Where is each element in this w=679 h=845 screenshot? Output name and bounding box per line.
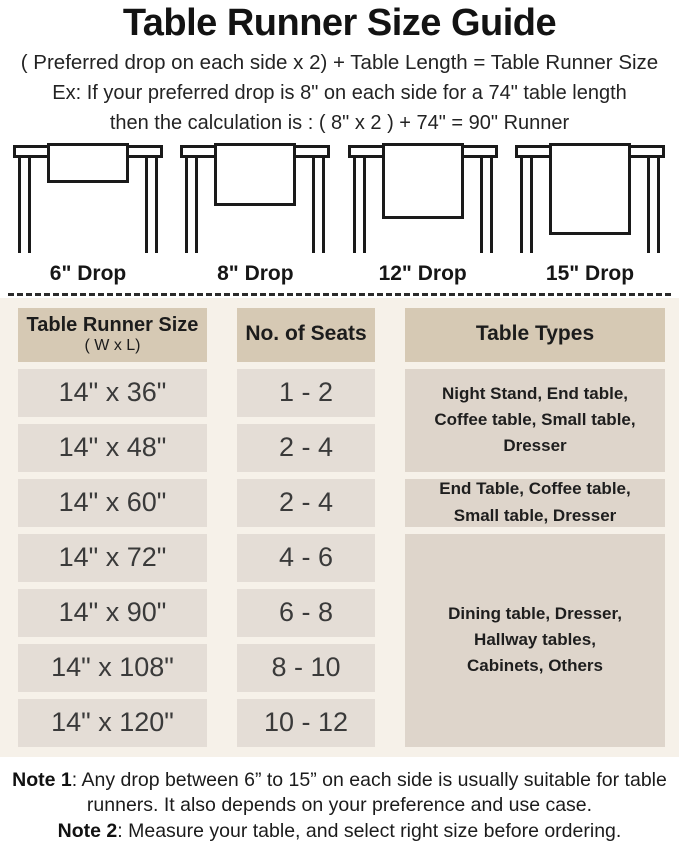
table-leg bbox=[647, 157, 660, 253]
header-subtitle: ( W x L) bbox=[84, 336, 141, 354]
runner-graphic bbox=[382, 143, 464, 219]
note-1-label: Note 1 bbox=[12, 768, 72, 791]
runner-size-cell: 14" x 90" bbox=[18, 589, 207, 637]
dashed-divider bbox=[8, 293, 671, 296]
column-header-seats: No. of Seats bbox=[237, 308, 375, 362]
seats-cell: 2 - 4 bbox=[237, 424, 375, 472]
table-leg bbox=[520, 157, 533, 253]
table-types-cell: Dining table, Dresser, Hallway tables, Cabinets, Others bbox=[405, 534, 665, 747]
table-side-view bbox=[13, 145, 163, 253]
table-leg bbox=[145, 157, 158, 253]
runner-size-cell: 14" x 72" bbox=[18, 534, 207, 582]
formula-text: ( Preferred drop on each side x 2) + Table Length = Table Runner Size bbox=[20, 50, 659, 74]
seats-cell: 1 - 2 bbox=[237, 369, 375, 417]
seats-cell: 2 - 4 bbox=[237, 479, 375, 527]
size-chart-grid bbox=[18, 308, 679, 747]
runner-size-cell: 14" x 36" bbox=[18, 369, 207, 417]
seats-cell: 4 - 6 bbox=[237, 534, 375, 582]
table-side-view bbox=[180, 145, 330, 253]
table-side-view bbox=[515, 145, 665, 253]
table-leg bbox=[353, 157, 366, 253]
table-illustration-8in bbox=[180, 145, 330, 286]
runner-size-cell: 14" x 120" bbox=[18, 699, 207, 747]
seats-cell: 8 - 10 bbox=[237, 644, 375, 692]
note-2-label: Note 2 bbox=[57, 820, 118, 843]
drop-label: 8" Drop bbox=[217, 261, 294, 285]
example-line-2: then the calculation is : ( 8" x 2 ) + 74" = 90" Runner bbox=[109, 111, 570, 134]
runner-size-cell: 14" x 60" bbox=[18, 479, 207, 527]
note-2-text: : Measure your table, and select right size before ordering. bbox=[117, 820, 622, 843]
example-line-1: Ex: If your preferred drop is 8" on each side for a 74" table length bbox=[52, 81, 627, 104]
table-leg bbox=[18, 157, 31, 253]
table-leg bbox=[312, 157, 325, 253]
runner-graphic bbox=[549, 143, 631, 235]
note-2 bbox=[6, 819, 673, 845]
header-title: Table Runner Size bbox=[26, 313, 199, 336]
note-1-text: : Any drop between 6” to 15” on each side is usually suitable for table runners. It also depends on your preference and use case. bbox=[71, 768, 667, 817]
table-types-cell: Night Stand, End table, Coffee table, Small table, Dresser bbox=[405, 369, 665, 472]
runner-graphic bbox=[47, 143, 129, 183]
column-header-table-types: Table Types bbox=[405, 308, 665, 362]
runner-graphic bbox=[214, 143, 296, 206]
drop-label: 6" Drop bbox=[49, 261, 127, 285]
column-header-runner-size bbox=[18, 308, 207, 362]
page-title: Table Runner Size Guide bbox=[122, 2, 557, 44]
table-leg bbox=[185, 157, 198, 253]
size-chart-section bbox=[0, 298, 679, 757]
seats-cell: 10 - 12 bbox=[237, 699, 375, 747]
table-illustration-12in bbox=[348, 145, 498, 286]
header-block bbox=[0, 0, 679, 135]
seats-cell: 6 - 8 bbox=[237, 589, 375, 637]
table-side-view bbox=[348, 145, 498, 253]
drop-label: 12" Drop bbox=[378, 261, 467, 285]
footnotes bbox=[0, 757, 679, 845]
drop-label: 15" Drop bbox=[545, 261, 635, 285]
table-leg bbox=[480, 157, 493, 253]
runner-size-cell: 14" x 108" bbox=[18, 644, 207, 692]
table-types-cell: End Table, Coffee table, Small table, Dresser bbox=[405, 479, 665, 527]
runner-size-cell: 14" x 48" bbox=[18, 424, 207, 472]
table-illustration-6in bbox=[13, 145, 163, 286]
table-illustration-15in bbox=[515, 145, 665, 286]
drop-illustrations bbox=[0, 135, 679, 286]
note-1 bbox=[6, 768, 673, 820]
